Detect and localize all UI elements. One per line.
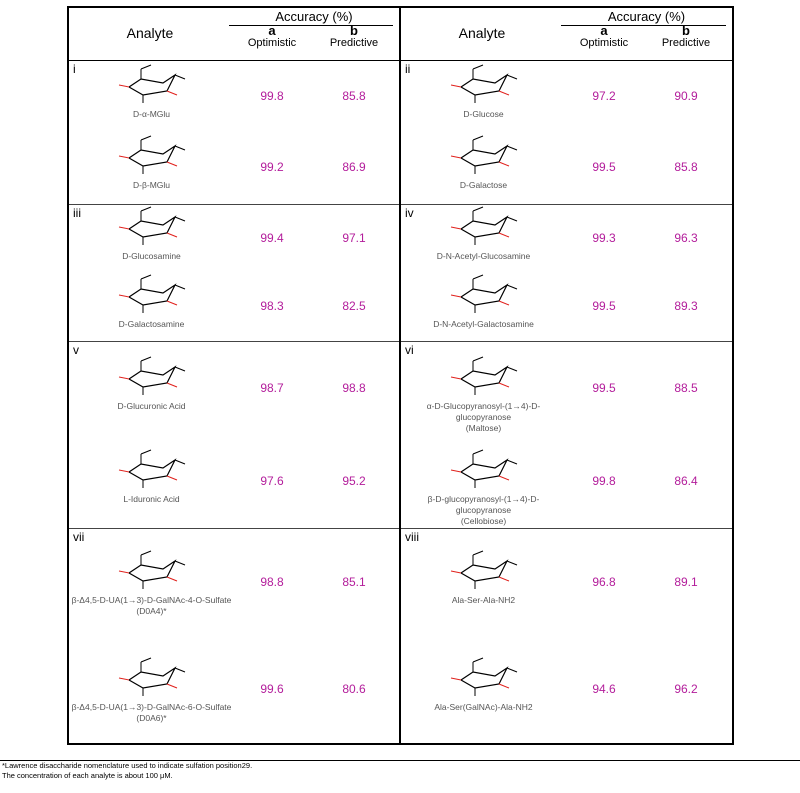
footnote-2: The concentration of each analyte is about 100 μM. bbox=[2, 771, 173, 780]
optimistic-value: 99.4 bbox=[260, 231, 284, 245]
optimistic-value: 99.8 bbox=[260, 88, 284, 103]
group-label: vi bbox=[405, 343, 414, 357]
analyte-name: Ala-Ser(GalNAc)-Ala-NH2 bbox=[434, 701, 533, 712]
molecule-structure-icon bbox=[105, 273, 197, 317]
group-label: iv bbox=[405, 206, 414, 220]
right-table bbox=[399, 6, 734, 745]
molecule-structure-icon bbox=[105, 549, 197, 593]
optimistic-value: 99.3 bbox=[592, 231, 616, 245]
optimistic-value: 98.3 bbox=[260, 299, 284, 313]
analyte-group bbox=[401, 61, 732, 205]
analyte-row bbox=[401, 435, 732, 528]
optimistic-heading: a Optimistic bbox=[579, 23, 629, 49]
predictive-value: 88.5 bbox=[674, 380, 698, 395]
predictive-heading: b Predictive bbox=[661, 23, 711, 49]
molecule-structure-icon bbox=[105, 134, 197, 178]
analyte-row bbox=[401, 273, 732, 341]
analyte-name: β-D-glucopyranosyl-(1→4)-D-glucopyranose (Cellobiose) bbox=[427, 493, 540, 526]
analyte-group bbox=[69, 205, 399, 342]
molecule-structure-icon bbox=[437, 448, 529, 492]
molecule-structure-icon bbox=[105, 205, 197, 249]
analyte-heading: Analyte bbox=[126, 25, 174, 41]
analyte-group bbox=[69, 61, 399, 205]
analyte-row bbox=[69, 529, 399, 636]
optimistic-value: 98.7 bbox=[260, 380, 284, 395]
analyte-name: L-Iduronic Acid bbox=[123, 493, 180, 504]
analyte-name: D-Glucosamine bbox=[122, 251, 181, 261]
molecule-structure-icon bbox=[105, 63, 197, 107]
analyte-name: D-Glucose bbox=[463, 108, 504, 119]
molecule-structure-icon bbox=[105, 448, 197, 492]
optimistic-heading: a Optimistic bbox=[247, 23, 297, 49]
predictive-value: 85.8 bbox=[674, 160, 698, 175]
analyte-name: D-Galactosamine bbox=[118, 319, 185, 329]
molecule-structure-icon bbox=[437, 273, 529, 317]
accuracy-heading: Accuracy (%) bbox=[275, 9, 353, 24]
analyte-name: α-D-Glucopyranosyl-(1→4)-D-glucopyranose (Maltose) bbox=[426, 400, 541, 433]
optimistic-value: 99.8 bbox=[592, 473, 616, 488]
analyte-name: β-Δ4,5-D-UA(1→3)-D-GalNAc-6-O-Sulfate (D0A6)* bbox=[71, 701, 232, 723]
optimistic-value: 99.5 bbox=[592, 160, 616, 175]
optimistic-value: 99.5 bbox=[592, 380, 616, 395]
analyte-name: D-N-Acetyl-Galactosamine bbox=[433, 319, 534, 329]
predictive-value: 89.1 bbox=[674, 574, 698, 589]
analyte-group bbox=[401, 205, 732, 342]
group-label: iii bbox=[73, 206, 81, 220]
predictive-value: 96.3 bbox=[674, 231, 698, 245]
group-label: v bbox=[73, 343, 79, 357]
analyte-heading: Analyte bbox=[458, 25, 506, 41]
analyte-row bbox=[69, 133, 399, 205]
optimistic-value: 99.6 bbox=[260, 681, 284, 696]
molecule-structure-icon bbox=[437, 656, 529, 700]
group-label: vii bbox=[73, 530, 85, 544]
predictive-heading: b Predictive bbox=[329, 23, 379, 49]
analyte-row bbox=[69, 636, 399, 743]
predictive-value: 85.1 bbox=[342, 574, 366, 589]
predictive-value: 86.9 bbox=[342, 160, 366, 175]
accuracy-heading: Accuracy (%) bbox=[607, 9, 686, 24]
analyte-group bbox=[401, 342, 732, 529]
analyte-row bbox=[401, 133, 732, 205]
optimistic-value: 97.6 bbox=[260, 473, 284, 488]
analyte-name: β-Δ4,5-D-UA(1→3)-D-GalNAc-4-O-Sulfate (D0A4)* bbox=[71, 594, 232, 616]
optimistic-value: 99.2 bbox=[260, 160, 284, 175]
optimistic-value: 98.8 bbox=[260, 574, 284, 589]
analyte-row bbox=[401, 342, 732, 435]
table-header bbox=[69, 8, 399, 61]
optimistic-value: 96.8 bbox=[592, 574, 616, 589]
analyte-row bbox=[401, 636, 732, 743]
analyte-row bbox=[69, 205, 399, 273]
molecule-structure-icon bbox=[437, 205, 529, 249]
predictive-value: 89.3 bbox=[674, 299, 698, 313]
analyte-group bbox=[401, 529, 732, 743]
predictive-value: 85.8 bbox=[342, 88, 366, 103]
predictive-value: 82.5 bbox=[342, 299, 366, 313]
analyte-name: D-N-Acetyl-Glucosamine bbox=[436, 251, 531, 261]
analyte-name: Ala-Ser-Ala-NH2 bbox=[451, 594, 516, 605]
analyte-row bbox=[401, 205, 732, 273]
group-label: i bbox=[73, 62, 76, 76]
predictive-value: 90.9 bbox=[674, 88, 698, 103]
analyte-row bbox=[401, 61, 732, 133]
left-table bbox=[67, 6, 401, 745]
predictive-value: 80.6 bbox=[342, 681, 366, 696]
molecule-structure-icon bbox=[437, 134, 529, 178]
table-header bbox=[401, 8, 732, 61]
analyte-name: D-Galactose bbox=[459, 180, 508, 191]
analyte-row bbox=[69, 273, 399, 341]
analyte-name: D-α-MGlu bbox=[132, 108, 171, 119]
predictive-value: 97.1 bbox=[342, 231, 366, 245]
analyte-row bbox=[69, 435, 399, 528]
molecule-structure-icon bbox=[437, 355, 529, 399]
footnotes bbox=[0, 760, 800, 781]
group-label: ii bbox=[405, 62, 411, 76]
optimistic-value: 99.5 bbox=[592, 299, 616, 313]
optimistic-value: 97.2 bbox=[592, 88, 616, 103]
molecule-structure-icon bbox=[105, 656, 197, 700]
analyte-row bbox=[401, 529, 732, 636]
analyte-name: D-Glucuronic Acid bbox=[117, 400, 186, 411]
predictive-value: 95.2 bbox=[342, 473, 366, 488]
molecule-structure-icon bbox=[437, 549, 529, 593]
predictive-value: 98.8 bbox=[342, 380, 366, 395]
molecule-structure-icon bbox=[437, 63, 529, 107]
footnote-1: *Lawrence disaccharide nomenclature used to indicate sulfation position29. bbox=[2, 761, 253, 770]
analyte-group bbox=[69, 342, 399, 529]
molecule-structure-icon bbox=[105, 355, 197, 399]
analyte-row bbox=[69, 61, 399, 133]
predictive-value: 96.2 bbox=[674, 681, 698, 696]
optimistic-value: 94.6 bbox=[592, 681, 616, 696]
analyte-name: D-β-MGlu bbox=[133, 180, 170, 191]
group-label: viii bbox=[405, 530, 419, 544]
predictive-value: 86.4 bbox=[674, 473, 698, 488]
analyte-group bbox=[69, 529, 399, 743]
analyte-row bbox=[69, 342, 399, 435]
